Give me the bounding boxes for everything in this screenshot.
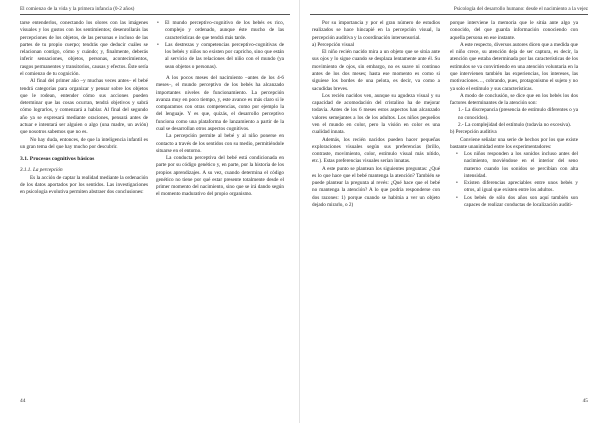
bullet-list bbox=[450, 151, 578, 209]
paragraph: El niño recién nacido mira a un objeto que se sitúa ante sus ojos y lo sigue cuando se desplaza lentamente ante él. Su movimiento de ojos, sin embargo, no es suave ni continuo antes de los dos meses; hasta ese momento es como si siguiese los bordes de una pelota, es decir, va como a sacudidas breves. bbox=[312, 49, 440, 92]
text-column-2 bbox=[156, 20, 284, 199]
paragraph: Es la acción de captar la realidad mediante la ordenación de los datos aportados por los sentidos. Las investigaciones en psicología evolutiva permiten abstraer dos conclusiones: bbox=[20, 174, 148, 196]
section-heading: 3.1. Procesos cognitivos básicos bbox=[20, 156, 95, 163]
paragraph: Los recién nacidos ven, aunque su agudeza visual y su capacidad de acomodación del cristalino ha de mejorar todavía. Antes de los 6 meses estos aspectos han alcanzado valores semejantes a los de los adultos. Los niños pequeños ven el mundo en color, pero la visión en color es una cualidad innata. bbox=[312, 92, 440, 136]
paragraph: Conviene señalar una serie de hechos por los que existe bastante unanimidad entre los experimentadores: bbox=[450, 136, 578, 150]
text-column-1 bbox=[312, 20, 440, 209]
paragraph: A los pocos meses del nacimiento –antes de los 4-6 meses–, el mundo perceptivo de los bebés ha alcanzado importantes niveles de funcionamiento. La percepción avanza muy en poco tiempo, y, este avance es más claro si le comparamos con otras competencias, como por ejemplo la del lenguaje. Y es que, quizás, el desarrollo perceptivo funciona como una plataforma de lanzamiento a partir de la cual se desarrollan otros aspectos cognitivos. bbox=[156, 74, 284, 132]
page-number: 44 bbox=[20, 398, 26, 404]
page-number: 45 bbox=[582, 398, 588, 404]
paragraph: A este punto se plantean los siguientes preguntas: ¿Qué es lo que hace que el bebé mantenga la atención? También se puede plantear la pregunta al revés: ¿Qué hace que el bebé no mantenga la atención? A lo que podría responderse con dos razones: 1) porque cuando se habitúa a ver un objeto dejado mirarlo, o 2) bbox=[312, 165, 440, 209]
paragraph: La percepción permite al bebé y al niño ponerse en contacto a través de los sentidos con su medio, permitiéndole situarse en el entorno. bbox=[156, 133, 284, 154]
paragraph: A este respecto, diversos autores dicen que a medida que el niño crece, su atención deja de ser captura, es decir, la atención que estaba determinada por las características de los estímulos se va convirtiendo en una atención voluntaria en la que intervienen también las experiencias, los intereses, las motivaciones…, cobrando, pues, protagonismo el sujeto y no ya solo el estímulo y sus características. bbox=[450, 41, 578, 92]
bullet-item: • Los niños responden a los sonidos incluso antes del nacimiento, moviéndose en el interior del seno materno cuando los sonidos se percibían con alta intensidad. bbox=[450, 151, 578, 180]
paragraph: Por su importancia y por el gran número de estudios realizados se hace hincapié en la percepción visual, la percepción auditiva y la coordinación intersensorial. bbox=[312, 20, 440, 41]
numbered-item: 1.- La discrepancia (presencia de estímulo diferentes o ya no conocidos). bbox=[458, 107, 578, 121]
bullet-list bbox=[156, 20, 284, 71]
paragraph: porque interviene la memoria que le sitúa ante algo ya conocido, del que guarda información conociendo con aquella persona en ese instante. bbox=[450, 20, 578, 41]
running-head: El comienzo de la vida y la primera infancia (0-2 años) bbox=[20, 6, 135, 12]
right-page bbox=[300, 0, 600, 423]
paragraph: Al final del primer año –y muchas veces antes– el bebé tendrá categorías para organizar y pensar sobre los objetos que le rodean, entender cómo sus acciones pueden determinar que las cosas ocurran, tendrá objetivos y sabrá cómo lograrlos, y comenzará a hablar. Al final del segundo año ya se expresará mediante oraciones, pensará antes de actuar e intentará ser alguien o algo (una madre, un avión) que nosotros sabemos que no es. bbox=[20, 78, 148, 136]
paragraph: La conducta perceptiva del bebé está condicionada en parte por su código genético y, en parte, por la historia de los propios aprendizajes. A su vez, cuando determina el código genético no tiene por qué estar presente totalmente desde el primer momento del nacimiento, sino que se irá dando según el momento madurativo del propio organismo. bbox=[156, 155, 284, 198]
running-head: Psicología del desarrollo humano: desde el nacimiento a la vejez bbox=[453, 6, 588, 12]
numbered-item: 2.- La complejidad del estímulo (todavía no excesiva). bbox=[458, 121, 572, 128]
bullet-item: • Existen diferencias apreciables entre unos bebés y otros, al igual que existen entre los adultos. bbox=[450, 180, 578, 195]
subsection-heading: b) Percepción auditiva bbox=[450, 129, 497, 136]
bullet-item: • El mundo perceptivo-cognitivo de los bebés es rico, complejo y ordenado, aunque éste mucho de las características de que tendrá más tarde. bbox=[156, 20, 284, 42]
paragraph: tarse entenderlos, conectando los olores con las imágenes visuales y los gustos con los sentimientos; desenrollarás las percepciones de los objetos, de las personas e incluso de las partes de tu propio cuerpo; tendrás que deducir cuáles se relacionan contigo, cómo y cuándo; y, finalmente, deberás inferir sensaciones, objetos, personas, acontecimientos, rasgos permanentes y transitorios, causas y efectos. Éste sería el comienzo de tu cognición. bbox=[20, 20, 148, 77]
header-rule bbox=[310, 14, 588, 15]
paragraph: Además, los recién nacidos pueden hacer pequeñas exploraciones visuales según sus preferencias (brillo, contraste, movimiento, color, estímulo visual más nítido, etc.). Estas preferencias visuales serían innatas. bbox=[312, 136, 440, 165]
subsection-heading: a) Percepción visual bbox=[312, 41, 355, 48]
bullet-item: • Las destrezas y competencias perceptivo-cognitivas de los bebés y niños no existen por capricho, sino que están al servicio de las relaciones del niño con el mundo (ya sean objetos o personas). bbox=[156, 42, 284, 71]
subsection-heading: 3.1.1. La percepción bbox=[20, 167, 63, 174]
paragraph: A modo de conclusión, se dice que en los bebés los dos factores determinantes de la atención son: bbox=[450, 92, 578, 107]
text-column-1 bbox=[20, 20, 148, 196]
paragraph: No hay duda, entonces, de que la inteligencia infantil es un gran tema del que hay mucho por descubrir. bbox=[20, 136, 148, 150]
bullet-item: • Los bebés de sólo dos años son aquí también son capaces de realizar conductas de localización auditi- bbox=[450, 195, 578, 210]
text-column-2 bbox=[450, 20, 578, 209]
header-rule bbox=[20, 14, 290, 15]
